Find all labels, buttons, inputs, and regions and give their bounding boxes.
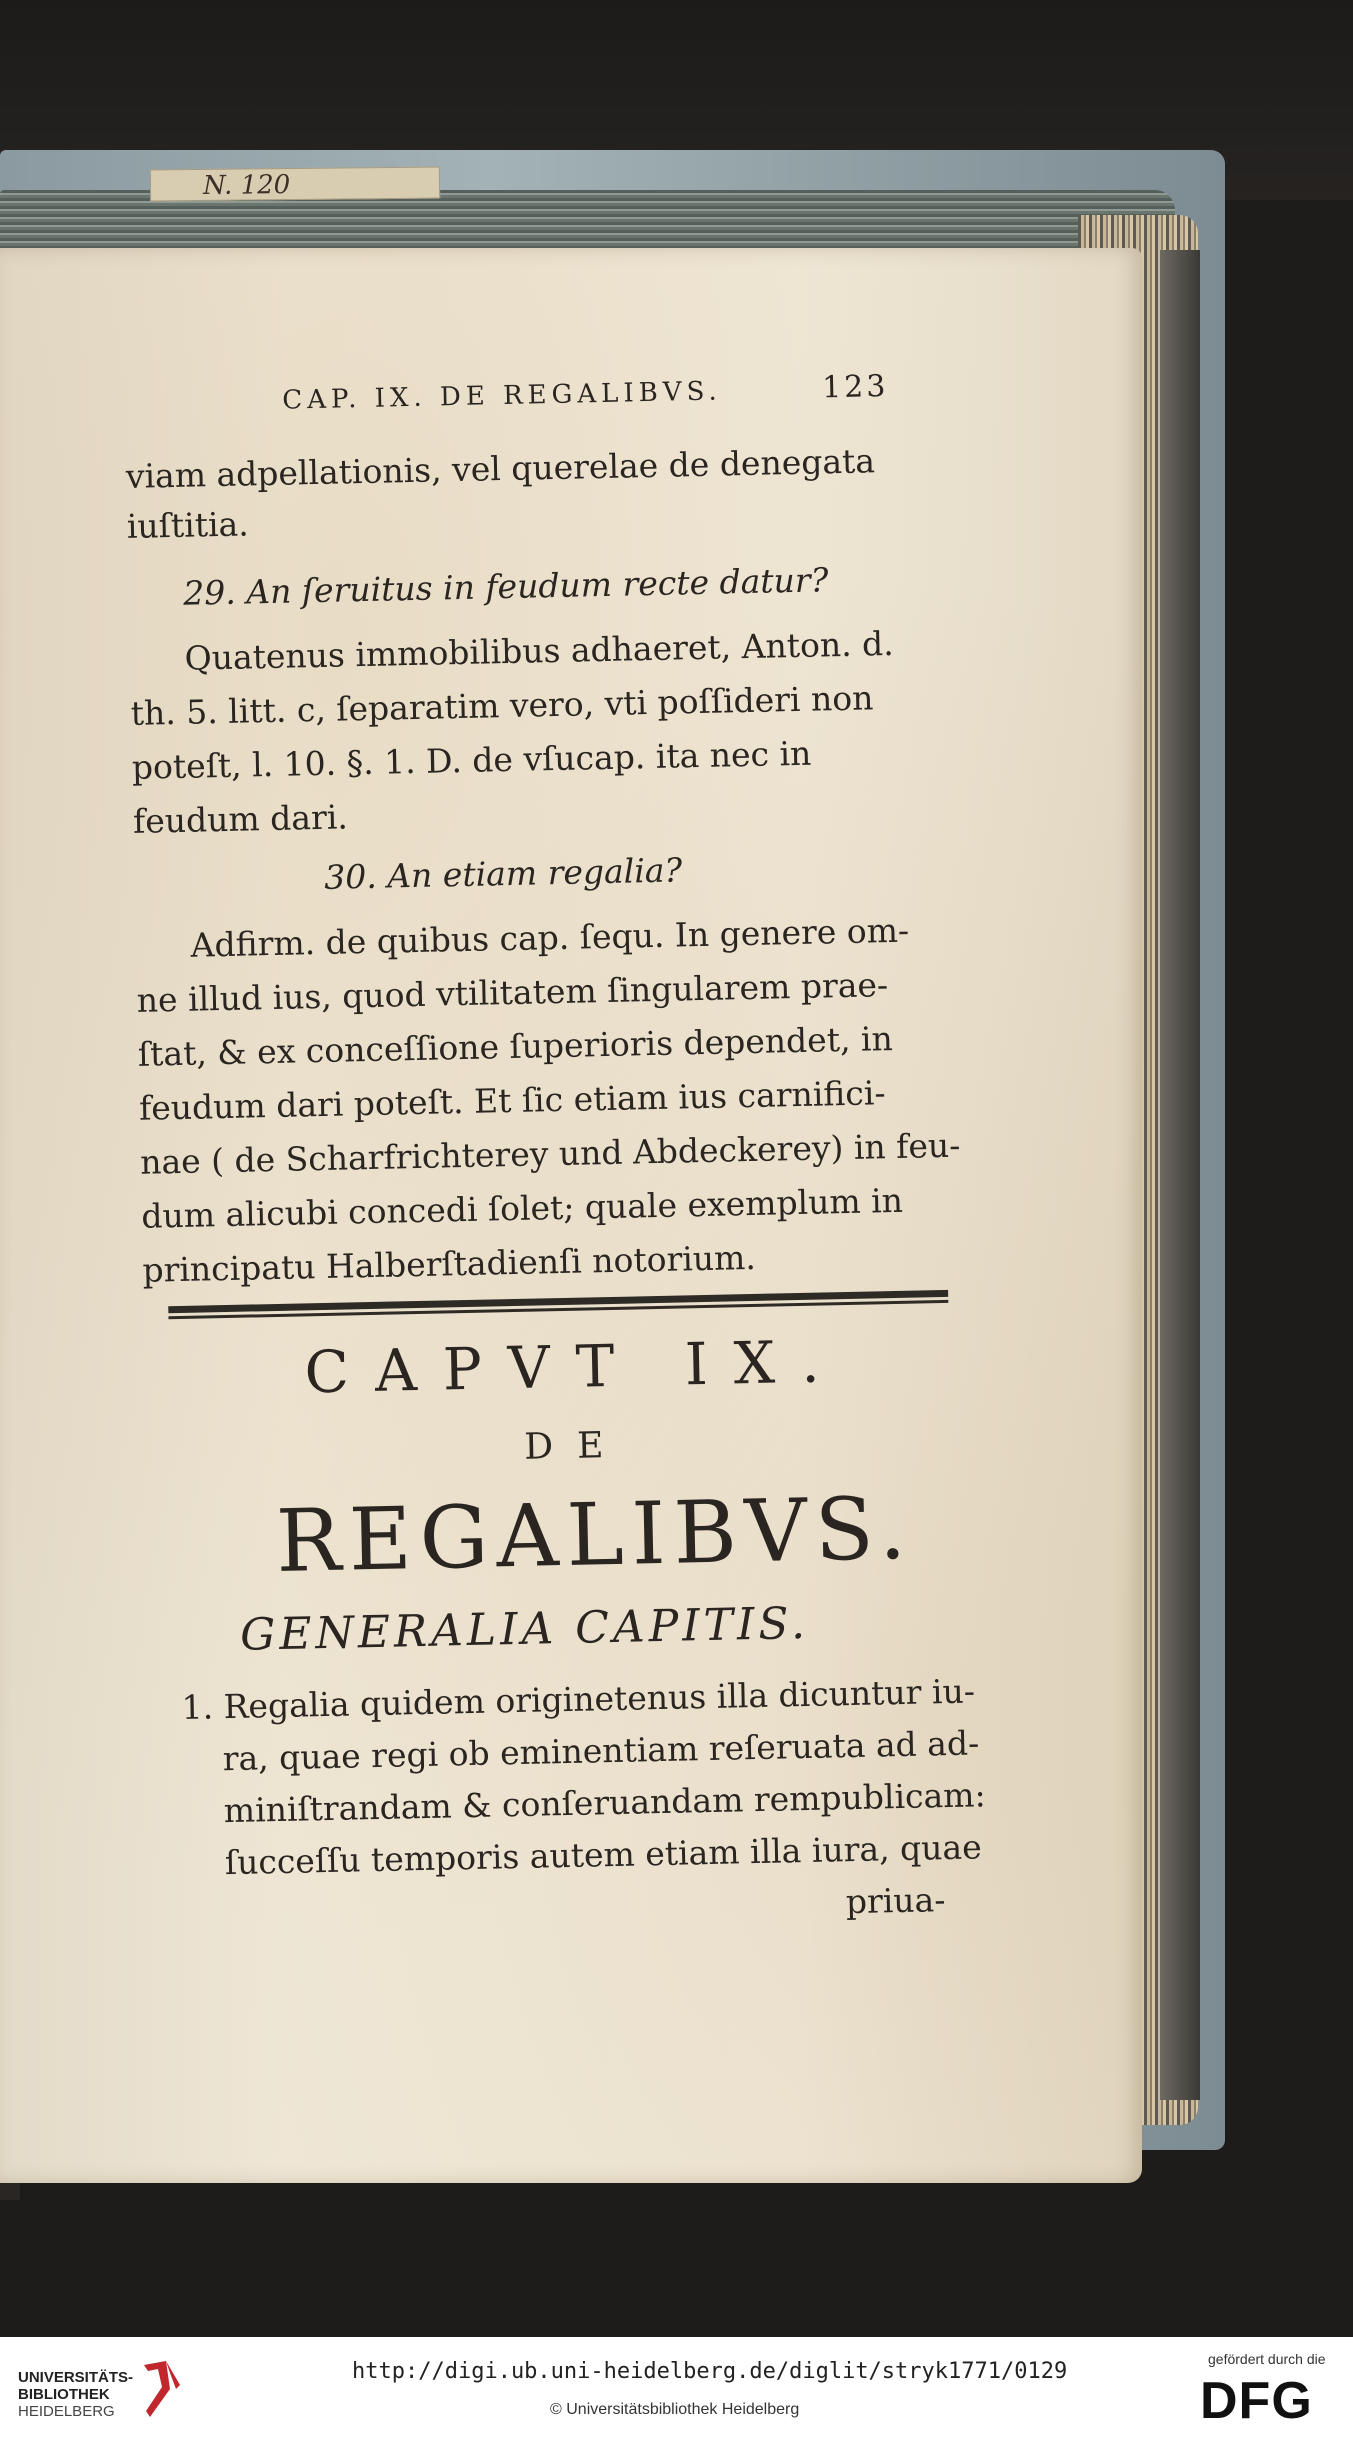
copyright-notice: © Universitätsbibliothek Heidelberg: [550, 2401, 800, 2418]
text-line: th. 5. litt. c, ſeparatim vero, vti poſſideri non: [130, 678, 874, 733]
section-title: GENERALIA CAPITIS.: [239, 1597, 810, 1661]
page-number: 123: [821, 368, 889, 406]
logo-line-1: UNIVERSITÄTS-: [18, 2369, 134, 2386]
text-line: ne illud ius, quod vtilitatem ſingularem prae-: [136, 965, 889, 1020]
catchword: priua-: [845, 1880, 946, 1922]
section-text-line: miniſtrandam & conſeruandam rempublicam:: [223, 1775, 986, 1831]
question-heading: 29. An ſeruitus in feudum recte datur?: [182, 560, 829, 613]
text-line: feudum dari.: [132, 797, 349, 841]
text-line: principatu Halberſtadienſi notorium.: [142, 1237, 757, 1290]
section-text-line: ſucceſſu temporis autem etiam illa iura, quae: [224, 1827, 983, 1883]
logo-line-2: BIBLIOTHEK: [18, 2386, 110, 2403]
text-line: viam adpellationis, vel querelae de denegata: [125, 441, 876, 496]
section-text-line: 1. Regalia quidem originetenus illa dicuntur iu-: [181, 1671, 976, 1728]
text-line: ſtat, & ex conceſſione ſuperioris dependet, in: [137, 1019, 894, 1074]
permalink-url[interactable]: http://digi.ub.uni-heidelberg.de/diglit/stryk1771/0129: [352, 2359, 1068, 2384]
page-edges-shadow: [1160, 250, 1200, 2100]
section-text-line: ra, quae regi ob eminentiam reſeruata ad ad-: [222, 1723, 980, 1779]
text-line: feudum dari poteſt. Et ſic etiam ius carnifici-: [138, 1073, 886, 1128]
question-heading: 30. An etiam regalia?: [323, 850, 683, 897]
text-line: iuſtitia.: [126, 504, 250, 546]
library-logo-text[interactable]: [18, 2369, 133, 2420]
text-line: Quatenus immobilibus adhaeret, Anton. d.: [184, 623, 895, 678]
page-content: [0, 236, 1164, 2194]
shelf-label: N. 120: [150, 166, 440, 201]
chapter-name: REGALIBVS.: [275, 1478, 916, 1593]
dfg-logo[interactable]: DFG: [1200, 2372, 1313, 2430]
text-line: Adfirm. de quibus cap. ſequ. In genere om-: [190, 910, 910, 965]
book-page: [0, 248, 1142, 2183]
running-header: CAP. IX. DE REGALIBVS.: [281, 376, 723, 416]
library-logo-icon[interactable]: [136, 2359, 188, 2419]
chapter-de: DE: [523, 1424, 628, 1468]
text-line: nae ( de Scharfrichterey und Abdeckerey) in feu-: [139, 1125, 961, 1182]
viewer-footer: [0, 2337, 1353, 2437]
text-line: dum alicubi concedi ſolet; quale exemplum in: [140, 1180, 904, 1236]
chapter-title: CAPVT IX.: [303, 1327, 847, 1407]
logo-line-3: HEIDELBERG: [18, 2403, 115, 2420]
text-line: poteſt, l. 10. §. 1. D. de vſucap. ita nec in: [131, 733, 812, 787]
funding-caption: gefördert durch die: [1208, 2351, 1326, 2367]
